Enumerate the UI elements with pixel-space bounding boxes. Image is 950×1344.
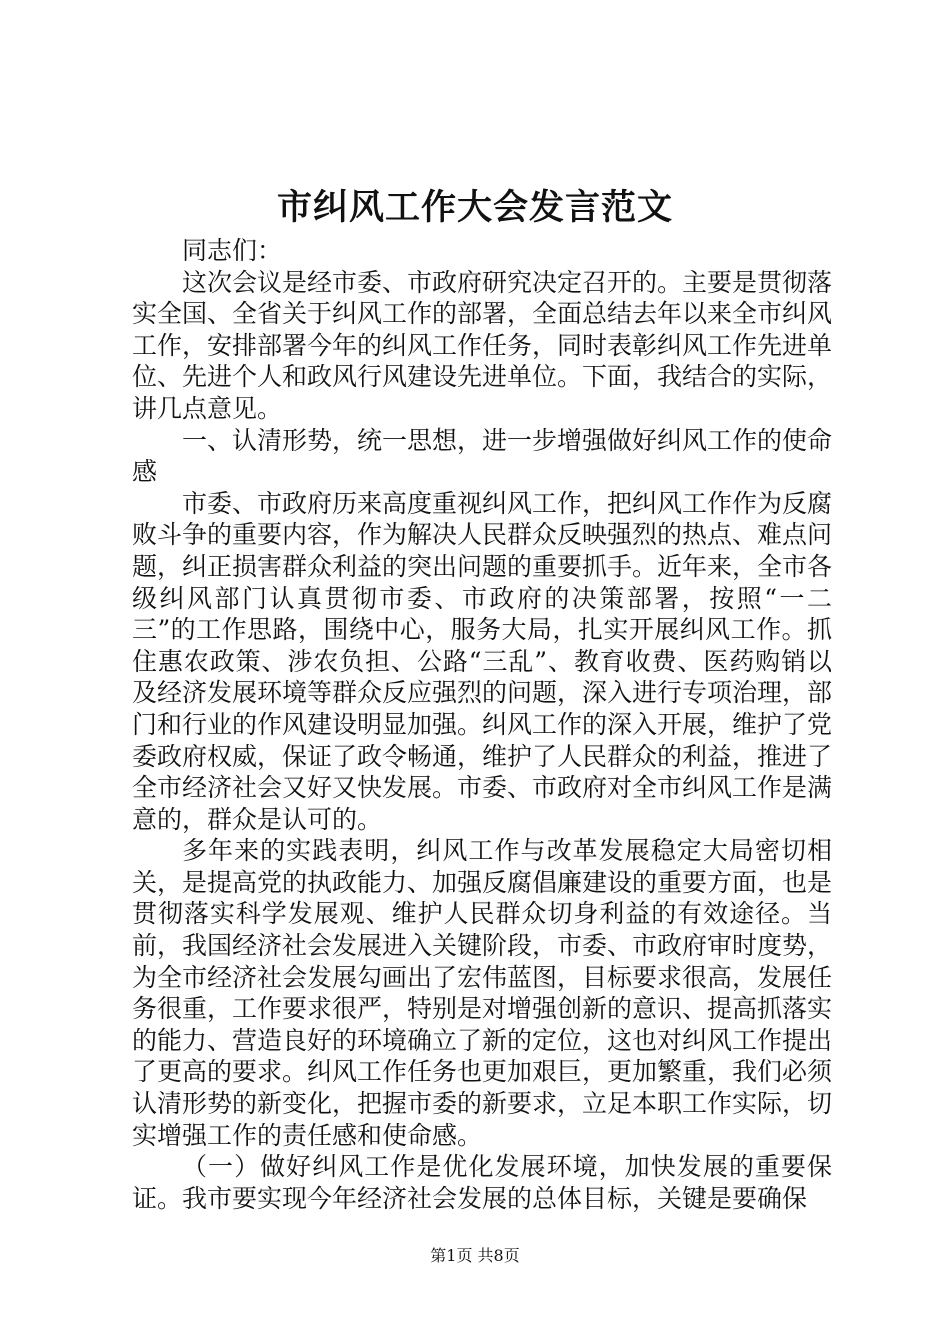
body-paragraph: 这次会议是经市委、市政府研究决定召开的。主要是贯彻落实全国、全省关于纠风工作的部署，全面总结去年以来全市纠风工作，安排部署今年的纠风工作任务，同时表彰纠风工作先进单位、先进个人和政风行风建设先进单位。下面，我结合的实际，讲几点意见。 [132, 267, 833, 423]
body-paragraph: （一）做好纠风工作是优化发展环境，加快发展的重要保证。我市要实现今年经济社会发展的总体目标，关键是要确保 [132, 1152, 832, 1213]
salutation-paragraph: 同志们： [182, 236, 283, 265]
body-paragraph: 多年来的实践表明，纠风工作与改革发展稳定大局密切相关，是提高党的执政能力、加强反腐倡廉建设的重要方面，也是贯彻落实科学发展观、维护人民群众切身利益的有效途径。当前，我国经济社会发展进入关键阶段，市委、市政府审时度势，为全市经济社会发展勾画出了宏伟蓝图，目标要求很高，发展任务很重，工作要求很严，特别是对增强创新的意识、提高抓落实的能力、营造良好的环境确立了新的定位，这也对纠风工作提出了更高的要求。纠风工作任务也更加艰巨，更加繁重，我们必须认清形势的新变化，把握市委的新要求，立足本职工作实际，切实增强工作的责任感和使命感。 [132, 836, 833, 1150]
section-heading: 一、认清形势，统一思想，进一步增强做好纠风工作的使命感 [132, 425, 833, 487]
page-footer: 第1页 共8页 [430, 1246, 520, 1265]
document-title: 市纠风工作大会发言范文 [276, 187, 673, 228]
document-body [132, 235, 832, 1214]
body-paragraph: 市委、市政府历来高度重视纠风工作，把纠风工作作为反腐败斗争的重要内容，作为解决人民群众反映强烈的热点、难点问题，纠正损害群众利益的突出问题的重要抓手。近年来，全市各级纠风部门认真贯彻市委、市政府的决策部署，按照“一二三”的工作思路，围绕中心，服务大局，扎实开展纠风工作。抓住惠农政策、涉农负担、公路“三乱”、教育收费、医药购销以及经济发展环境等群众反应强烈的问题，深入进行专项治理，部门和行业的作风建设明显加强。纠风工作的深入开展，维护了党委政府权威，保证了政令畅通，维护了人民群众的利益，推进了全市经济社会又好又快发展。市委、市政府对全市纠风工作是满意的，群众是认可的。 [132, 488, 833, 834]
